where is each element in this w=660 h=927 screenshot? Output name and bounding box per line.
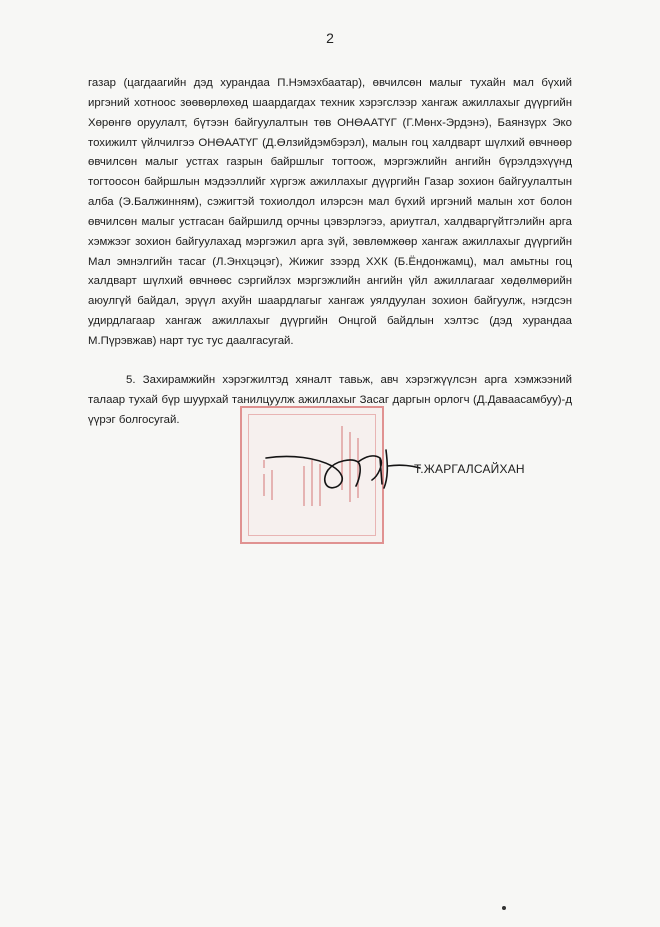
scan-mark [502, 906, 506, 910]
paragraph-item-5: 5. Захирамжийн хэрэгжилтэд хяналт тавьж, авч хэрэгжүүлсэн арга хэмжээний талаар тухай бүр шуурхай танилцуулж ажиллахыг Засаг даргын орлогч (Д.Даваасамбуу)-д үүрэг болгосугай. [88, 373, 572, 426]
signature [262, 436, 422, 506]
document-body [88, 74, 572, 430]
page-number: 2 [326, 30, 334, 46]
paragraph-continuation: газар (цагдаагийн дэд хурандаа П.Нэмэхбаатар), өвчилсөн малыг тухайн мал бүхий иргэний хотноос зөөвөрлөхөд шаардагдах техник хэрэгслээр хангаж ажиллахыг дүүргийн Хөрөнгө оруулалт, бүтээн байгуулалтын төв ОНӨААТҮГ (Г.Мөнх-Эрдэнэ), Баянзүрх Эко тохижилт үйлчилгээ ОНӨААТҮГ (Д.Өлзийдэмбэрэл), малын гоц халдварт шүлхий өвчнөөр өвчилсөн малыг устгах газрын байршлыг тогтоож, мэргэжлийн ангийн бүрэлдэхүүнд тогтоосон байршлын мэдээллийг хүргэж ажиллахыг дүүргийн Газар зохион байгуулалтын алба (Э.Балжинням), сэжигтэй тохиолдол илэрсэн мал бүхий иргэний малын хот болон өвчилсөн малыг устгасан байршилд орчны цэвэрлэгээ, ариутгал, халдваргүйтгэлийн арга хэмжээг зохион байгуулахад мэргэжил арга зүй, зөвлөмжөөр хангаж ажиллахыг дүүргийн Мал эмнэлгийн тасаг (Л.Энхцэцэг), Жижиг зээрд ХХК (Б.Ёндонжамц), мал амьтны гоц халдварт шүлхий өвчнөөс сэргийлэх мэргэжлийн ангийн үйл ажиллагааг хөдөлмөрийн аюулгүй байдал, эрүүл ахуйн шаардлагыг хангаж уялдуулан зохион байгуулж, нэгдсэн удирдлагаар хангаж ажиллахыг дүүргийн Онцгой байдлын хэлтэс (дэд хурандаа М.Пүрэвжав) нарт тус тус даалгасугай. [88, 77, 572, 347]
signer-name: Т.ЖАРГАЛСАЙХАН [414, 462, 525, 476]
